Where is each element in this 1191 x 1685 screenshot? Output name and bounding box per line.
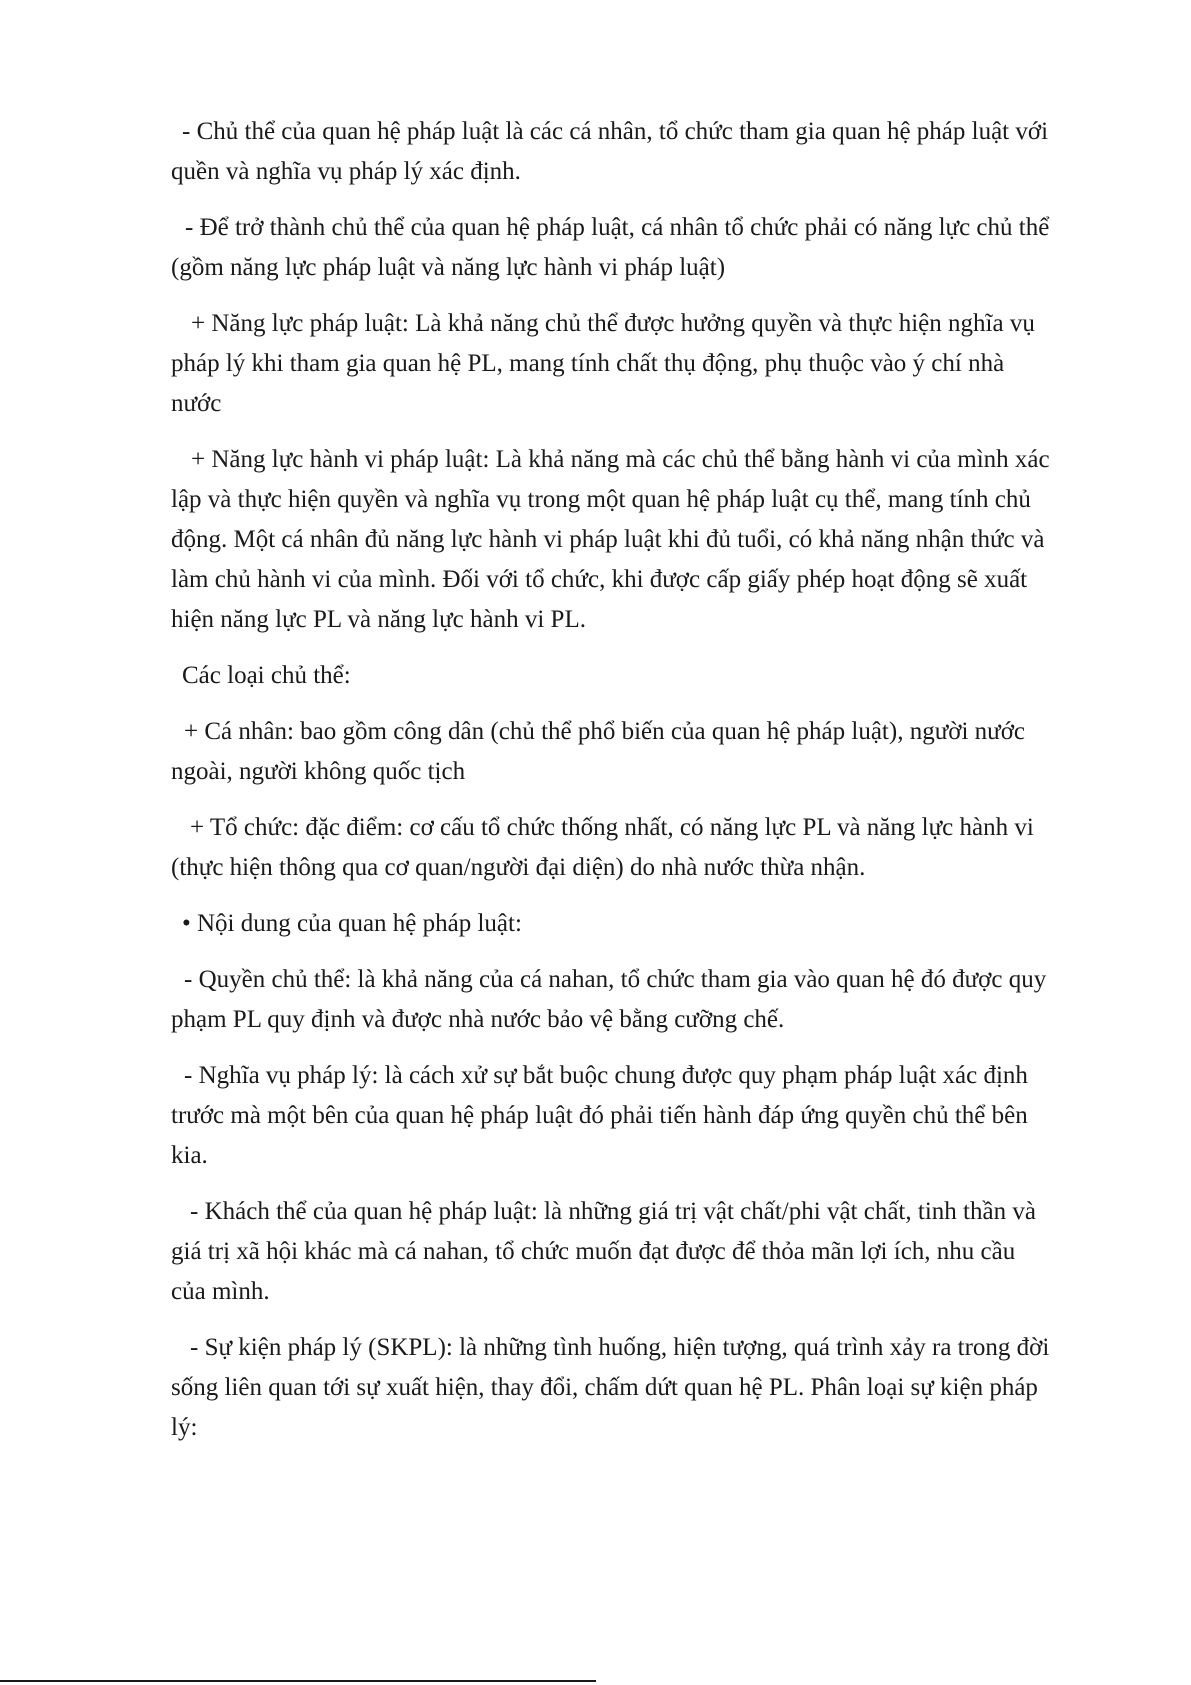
paragraph-legal-event: - Sự kiện pháp lý (SKPL): là những tình huống, hiện tượng, quá trình xảy ra trong đời sống liên quan tới sự xuất hiện, thay đổi, chấm dứt quan hệ PL. Phân loại sự kiện pháp lý: bbox=[171, 1334, 1050, 1441]
paragraph-behavioral-capacity: + Năng lực hành vi pháp luật: Là khả năng mà các chủ thể bằng hành vi của mình xác lập và thực hiện quyền và nghĩa vụ trong một quan hệ pháp luật cụ thể, mang tính chủ động. Một cá nhân đủ năng lực hành vi pháp luật khi đủ tuổi, có khả năng nhận thức và làm chủ hành vi của mình. Đối với tổ chức, khi được cấp giấy phép hoạt động sẽ xuất hiện năng lực PL và năng lực hành vi PL. bbox=[171, 446, 1050, 633]
paragraph-individual: + Cá nhân: bao gồm công dân (chủ thể phổ biến của quan hệ pháp luật), người nước ngoài, người không quốc tịch bbox=[171, 718, 1026, 785]
paragraph-legal-obligation: - Nghĩa vụ pháp lý: là cách xử sự bắt buộc chung được quy phạm pháp luật xác định trước mà một bên của quan hệ pháp luật đó phải tiến hành đáp ứng quyền chủ thể bên kia. bbox=[171, 1062, 1028, 1169]
paragraph-organization: + Tổ chức: đặc điểm: cơ cấu tổ chức thống nhất, có năng lực PL và năng lực hành vi (thực hiện thông qua cơ quan/người đại diện) do nhà nước thừa nhận. bbox=[171, 814, 1034, 881]
paragraph-subject-rights: - Quyền chủ thể: là khả năng của cá nahan, tổ chức tham gia vào quan hệ đó được quy phạm PL quy định và được nhà nước bảo vệ bằng cưỡng chế. bbox=[171, 966, 1047, 1033]
paragraph-subject-capacity: - Để trở thành chủ thể của quan hệ pháp luật, cá nhân tổ chức phải có năng lực chủ thể (gồm năng lực pháp luật và năng lực hành vi pháp luật) bbox=[171, 214, 1050, 281]
paragraph-content-heading: • Nội dung của quan hệ pháp luật: bbox=[182, 910, 522, 937]
paragraph-subject-definition: - Chủ thể của quan hệ pháp luật là các cá nhân, tổ chức tham gia quan hệ pháp luật với quền và nghĩa vụ pháp lý xác định. bbox=[171, 118, 1049, 185]
paragraph-subject-types-heading: Các loại chủ thể: bbox=[182, 662, 351, 689]
paragraph-legal-capacity: + Năng lực pháp luật: Là khả năng chủ thể được hưởng quyền và thực hiện nghĩa vụ pháp lý khi tham gia quan hệ PL, mang tính chất thụ động, phụ thuộc vào ý chí nhà nước bbox=[171, 310, 1035, 417]
document-body bbox=[171, 112, 1051, 1464]
footer-divider bbox=[0, 1680, 596, 1682]
paragraph-object: - Khách thể của quan hệ pháp luật: là những giá trị vật chất/phi vật chất, tinh thần và giá trị xã hội khác mà cá nahan, tổ chức muốn đạt được để thỏa mãn lợi ích, nhu cầu của mình. bbox=[171, 1198, 1036, 1305]
